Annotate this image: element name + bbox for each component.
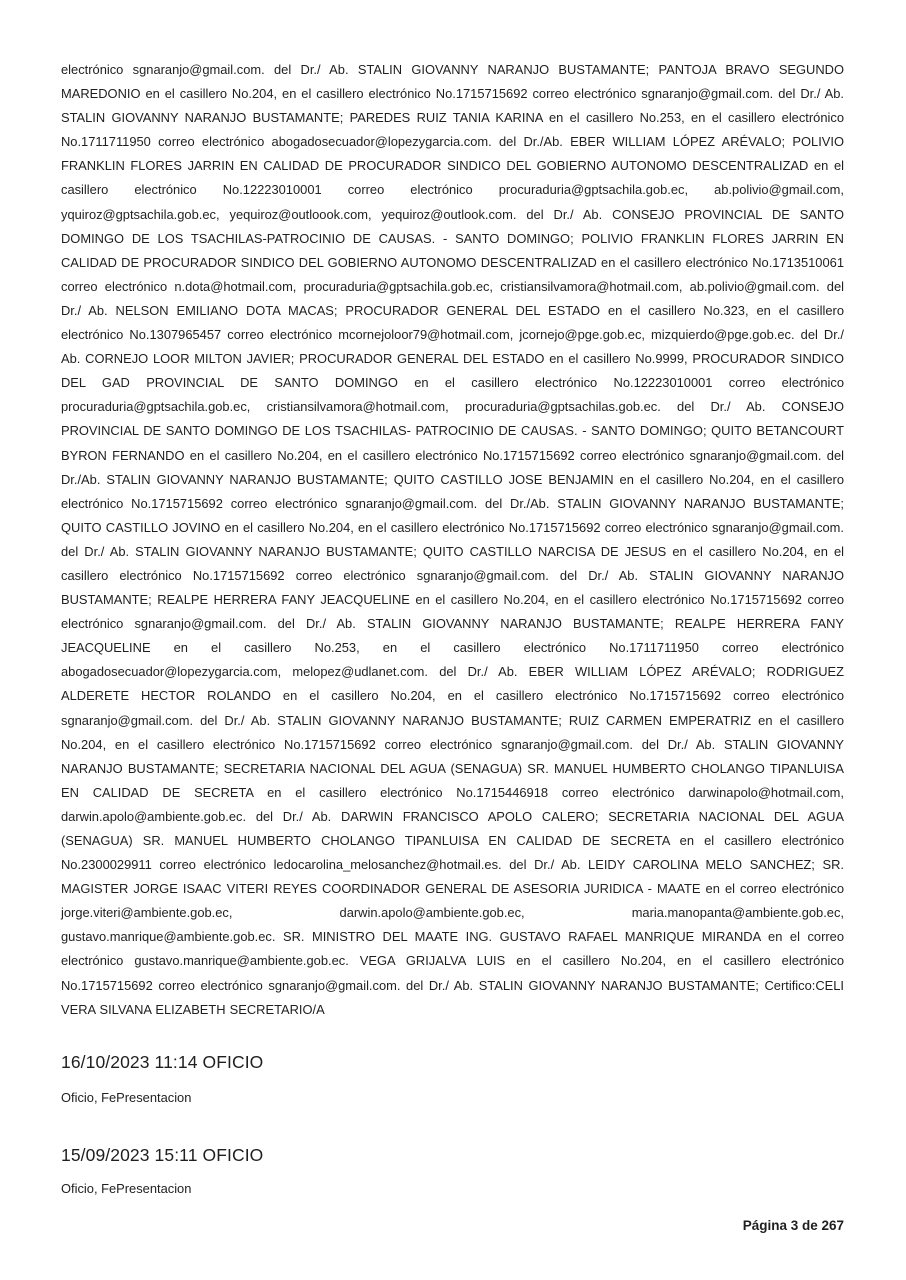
page-number: Página 3 de 267 [742,1218,844,1233]
notification-paragraph: electrónico sgnaranjo@gmail.com. del Dr./ Ab. STALIN GIOVANNY NARANJO BUSTAMANTE; PANTOJA BRAVO SEGUNDO MAREDONIO en el casillero No.204, en el casillero electrónico No.1715715692 correo electrónico sgnaranjo@gmail.com. del Dr./ Ab. STALIN GIOVANNY NARANJO BUSTAMANTE; PAREDES RUIZ TANIA KARINA en el casillero No.253, en el casillero electrónico No.1711711950 correo electrónico abogadosecuador@lopezygarcia.com. del Dr./Ab. EBER WILLIAM LÓPEZ ARÉVALO; POLIVIO FRANKLIN FLORES JARRIN EN CALIDAD DE PROCURADOR SINDICO DEL GOBIERNO AUTONOMO DESCENTRALIZAD en el casillero electrónico No.12223010001 correo electrónico procuraduria@gptsachila.gob.ec, ab.polivio@gmail.com, yquiroz@gptsachila.gob.ec, yequiroz@outloook.com, yequiroz@outlook.com. del Dr./ Ab. CONSEJO PROVINCIAL DE SANTO DOMINGO DE LOS TSACHILAS-PATROCINIO DE CAUSAS. - SANTO DOMINGO; POLIVIO FRANKLIN FLORES JARRIN EN CALIDAD DE PROCURADOR SINDICO DEL GOBIERNO AUTONOMO DESCENTRALIZAD en el casillero electrónico No.1713510061 correo electrónico n.dota@hotmail.com, procuraduria@gptsachila.gob.ec, cristiansilvamora@hotmail.com, ab.polivio@gmail.com. del Dr./ Ab. NELSON EMILIANO DOTA MACAS; PROCURADOR GENERAL DEL ESTADO en el casillero No.323, en el casillero electrónico No.1307965457 correo electrónico mcornejoloor79@hotmail.com, jcornejo@pge.gob.ec, mizquierdo@pge.gob.ec. del Dr./ Ab. CORNEJO LOOR MILTON JAVIER; PROCURADOR GENERAL DEL ESTADO en el casillero No.9999, PROCURADOR SINDICO DEL GAD PROVINCIAL DE SANTO DOMINGO en el casillero electrónico No.12223010001 correo electrónico procuraduria@gptsachila.gob.ec, cristiansilvamora@hotmail.com, procuraduria@gptsachilas.gob.ec. del Dr./ Ab. CONSEJO PROVINCIAL DE SANTO DOMINGO DE LOS TSACHILAS- PATROCINIO DE CAUSAS. - SANTO DOMINGO; QUITO BETANCOURT BYRON FERNANDO en el casillero No.204, en el casillero electrónico No.1715715692 correo electrónico sgnaranjo@gmail.com. del Dr./Ab. STALIN GIOVANNY NARANJO BUSTAMANTE; QUITO CASTILLO JOSE BENJAMIN en el casillero No.204, en el casillero electrónico No.1715715692 correo electrónico sgnaranjo@gmail.com. del Dr./Ab. STALIN GIOVANNY NARANJO BUSTAMANTE; QUITO CASTILLO JOVINO en el casillero No.204, en el casillero electrónico No.1715715692 correo electrónico sgnaranjo@gmail.com. del Dr./ Ab. STALIN GIOVANNY NARANJO BUSTAMANTE; QUITO CASTILLO NARCISA DE JESUS en el casillero No.204, en el casillero electrónico No.1715715692 correo electrónico sgnaranjo@gmail.com. del Dr./ Ab. STALIN GIOVANNY NARANJO BUSTAMANTE; REALPE HERRERA FANY JEACQUELINE en el casillero No.204, en el casillero electrónico No.1715715692 correo electrónico sgnaranjo@gmail.com. del Dr./ Ab. STALIN GIOVANNY NARANJO BUSTAMANTE; REALPE HERRERA FANY JEACQUELINE en el casillero No.253, en el casillero electrónico No.1711711950 correo electrónico abogadosecuador@lopezygarcia.com, melopez@udlanet.com. del Dr./ Ab. EBER WILLIAM LÓPEZ ARÉVALO; RODRIGUEZ ALDERETE HECTOR ROLANDO en el casillero No.204, en el casillero electrónico No.1715715692 correo electrónico sgnaranjo@gmail.com. del Dr./ Ab. STALIN GIOVANNY NARANJO BUSTAMANTE; RUIZ CARMEN EMPERATRIZ en el casillero No.204, en el casillero electrónico No.1715715692 correo electrónico sgnaranjo@gmail.com. del Dr./ Ab. STALIN GIOVANNY NARANJO BUSTAMANTE; SECRETARIA NACIONAL DEL AGUA (SENAGUA) SR. MANUEL HUMBERTO CHOLANGO TIPANLUISA EN CALIDAD DE SECRETA en el casillero electrónico No.1715446918 correo electrónico darwinapolo@hotmail.com, darwin.apolo@ambiente.gob.ec. del Dr./ Ab. DARWIN FRANCISCO APOLO CALERO; SECRETARIA NACIONAL DEL AGUA (SENAGUA) SR. MANUEL HUMBERTO CHOLANGO TIPANLUISA EN CALIDAD DE SECRETA en el casillero electrónico No.2300029911 correo electrónico ledocarolina_melosanchez@hotmail.es. del Dr./ Ab. LEIDY CAROLINA MELO SANCHEZ; SR. MAGISTER JORGE ISAAC VITERI REYES COORDINADOR GENERAL DE ASESORIA JURIDICA - MAATE en el correo electrónico jorge.viteri@ambiente.gob.ec, darwin.apolo@ambiente.gob.ec, maria.manopanta@ambiente.gob.ec, gustavo.manrique@ambiente.gob.ec. SR. MINISTRO DEL MAATE ING. GUSTAVO RAFAEL MANRIQUE MIRANDA en el correo electrónico gustavo.manrique@ambiente.gob.ec. VEGA GRIJALVA LUIS en el casillero No.204, en el casillero electrónico No.1715715692 correo electrónico sgnaranjo@gmail.com. del Dr./ Ab. STALIN GIOVANNY NARANJO BUSTAMANTE; Certifico:CELI VERA SILVANA ELIZABETH SECRETARIO/A [61,62,844,1017]
entry-subtitle: Oficio, FePresentacion [61,1181,192,1196]
entry-subtitle: Oficio, FePresentacion [61,1090,192,1105]
entry-title: 15/09/2023 15:11 OFICIO [61,1145,264,1165]
entry-title: 16/10/2023 11:14 OFICIO [61,1052,264,1072]
